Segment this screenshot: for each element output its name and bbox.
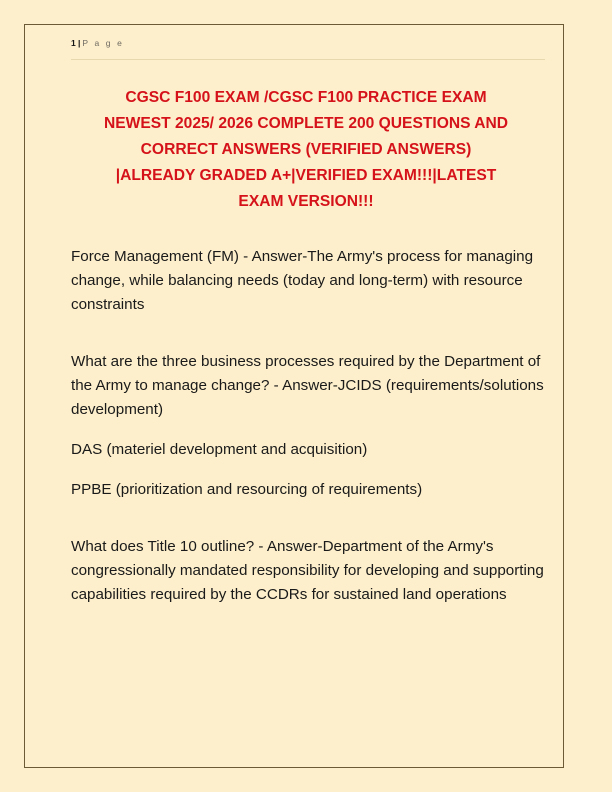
qa-block — [71, 245, 545, 317]
header-separator: | — [78, 38, 81, 48]
header-page-number: 1 — [71, 38, 77, 48]
qa-block — [71, 535, 545, 607]
header-page-label — [71, 37, 545, 49]
title-line-1: CGSC F100 EXAM /CGSC F100 PRACTICE EXAM — [125, 89, 487, 106]
qa-paragraph: DAS (materiel development and acquisition) — [71, 441, 368, 458]
qa-block — [71, 350, 545, 502]
title-line-5: EXAM VERSION!!! — [238, 193, 374, 210]
qa-paragraph: What are the three business processes required by the Department of the Army to manage change? - Answer-JCIDS (requirements/solutions development) — [71, 353, 544, 418]
running-header — [71, 34, 545, 60]
header-page-word: P a g e — [82, 38, 124, 48]
title-line-4: |ALREADY GRADED A+|VERIFIED EXAM!!!|LATEST — [115, 167, 497, 184]
document-body — [71, 245, 545, 607]
title-line-2: NEWEST 2025/ 2026 COMPLETE 200 QUESTIONS AND — [103, 115, 509, 132]
document-title — [71, 85, 541, 215]
title-line-3: CORRECT ANSWERS (VERIFIED ANSWERS) — [140, 141, 472, 158]
qa-paragraph: PPBE (prioritization and resourcing of requirements) — [71, 481, 423, 498]
qa-paragraph: Force Management (FM) - Answer-The Army's process for managing change, while balancing needs (today and long-term) with resource constraints — [71, 248, 534, 313]
qa-paragraph: What does Title 10 outline? - Answer-Department of the Army's congressionally mandated responsibility for developing and supporting capabilities required by the CCDRs for sustained land operations — [71, 538, 544, 603]
